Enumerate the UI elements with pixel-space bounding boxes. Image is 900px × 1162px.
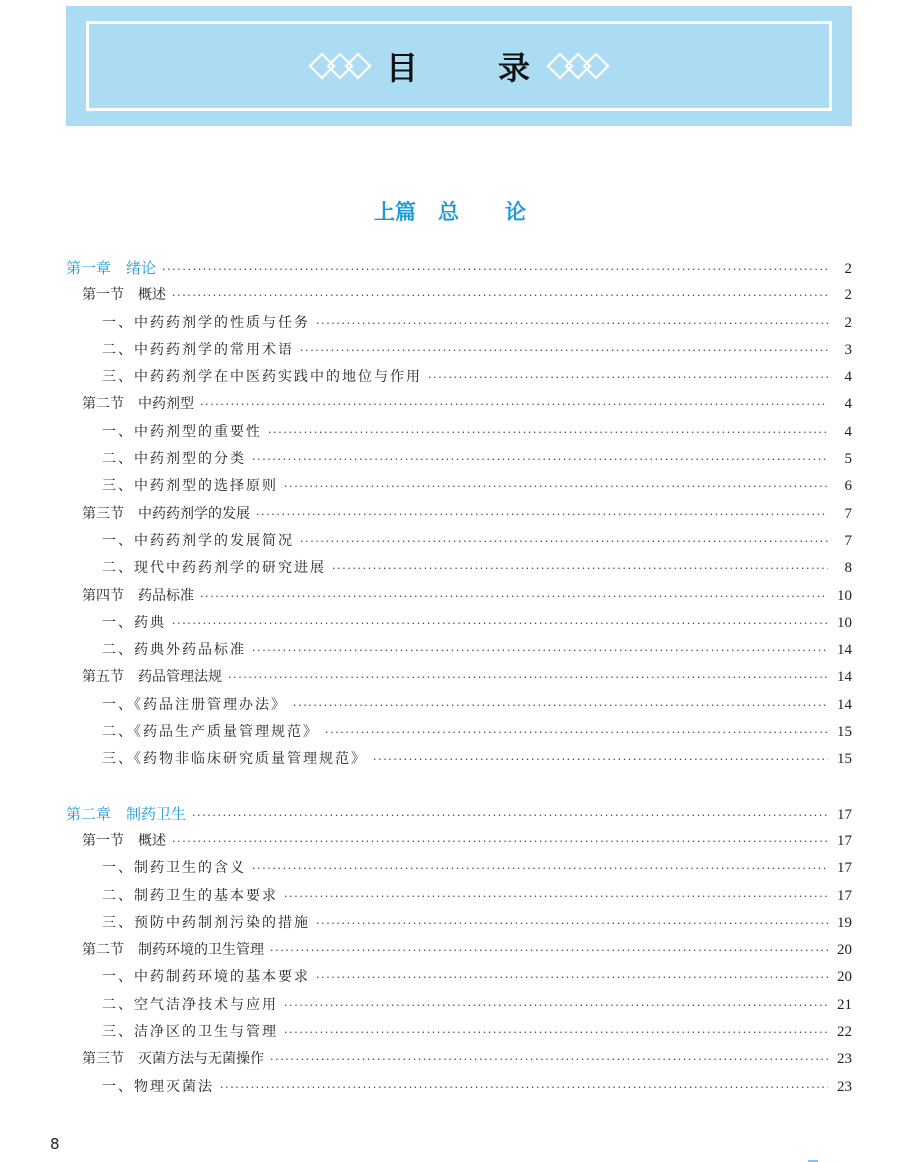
page-ref: 14: [837, 696, 852, 713]
page-ref: 17: [837, 860, 852, 877]
section-label: 第三节 灭菌方法与无菌操作: [82, 1051, 264, 1068]
page-ref: 2: [844, 261, 852, 277]
toc-item[interactable]: [66, 748, 852, 775]
dot-leader: [252, 644, 828, 657]
toc-chapter-2[interactable]: [66, 803, 852, 830]
page-ref: 8: [844, 560, 852, 577]
dot-leader: [300, 535, 828, 548]
dot-leader: [252, 862, 828, 875]
chapter-label: 第二章 制药卫生: [66, 804, 187, 823]
dot-leader: [172, 617, 828, 630]
page-ref: 2: [844, 314, 852, 331]
section-label: 第二节 制药环境的卫生管理: [82, 942, 264, 959]
toc-item[interactable]: [66, 530, 852, 557]
section-label: 第一节 概述: [82, 287, 166, 304]
dot-leader: [220, 1081, 828, 1094]
page-ref: 15: [837, 724, 852, 741]
page-ref: 19: [837, 914, 852, 931]
page-ref: 15: [837, 751, 852, 768]
page-ref: 10: [837, 587, 852, 604]
toc-item[interactable]: [66, 912, 852, 939]
item-label: 三、中药药剂学在中医药实践中的地位与作用: [102, 369, 422, 386]
title-char-1: 目: [385, 49, 420, 87]
page-ref: 4: [844, 396, 852, 413]
item-label: 一、中药剂型的重要性: [102, 423, 262, 440]
item-label: 三、《药物非临床研究质量管理规范》: [102, 751, 367, 768]
section-label: 第四节 药品标准: [82, 587, 194, 604]
part-word-2: 论: [505, 200, 526, 224]
dot-leader: [284, 1026, 828, 1039]
toc-item[interactable]: [66, 557, 852, 584]
chapter-gap: [66, 776, 852, 803]
page-ref: 4: [844, 423, 852, 440]
section-label: 第五节 药品管理法规: [82, 669, 222, 686]
toc-section[interactable]: [66, 393, 852, 420]
section-label: 第三节 中药药剂学的发展: [82, 505, 250, 522]
toc-item[interactable]: [66, 312, 852, 339]
dot-leader: [428, 371, 828, 384]
item-label: 二、制药卫生的基本要求: [102, 887, 278, 904]
toc-section[interactable]: [66, 666, 852, 693]
toc-item[interactable]: [66, 448, 852, 475]
page-ref: 23: [837, 1051, 852, 1068]
toc-item[interactable]: [66, 421, 852, 448]
toc-item[interactable]: [66, 339, 852, 366]
dot-leader: [293, 699, 828, 712]
toc-banner: [66, 6, 852, 126]
item-label: 一、中药药剂学的发展简况: [102, 532, 294, 549]
dot-leader: [284, 999, 828, 1012]
item-label: 一、物理灭菌法: [102, 1078, 214, 1095]
dot-leader: [172, 289, 828, 302]
toc-section[interactable]: [66, 1048, 852, 1075]
dot-leader: [270, 1053, 828, 1066]
page-ref: 17: [837, 832, 852, 849]
dot-leader: [192, 809, 828, 822]
item-label: 三、预防中药制剂污染的措施: [102, 914, 310, 931]
item-label: 三、中药剂型的选择原则: [102, 478, 278, 495]
dot-leader: [228, 671, 828, 684]
toc-section[interactable]: [66, 284, 852, 311]
page-ref: 20: [837, 969, 852, 986]
page-ref: 14: [837, 642, 852, 659]
page-ref: 17: [837, 887, 852, 904]
banner-frame: [86, 21, 832, 111]
dot-leader: [268, 426, 828, 439]
toc-item[interactable]: [66, 885, 852, 912]
page-ref: 7: [844, 532, 852, 549]
page-ref: 22: [837, 1024, 852, 1041]
page-ref: 20: [837, 942, 852, 959]
dot-leader: [270, 944, 828, 957]
toc-item[interactable]: [66, 994, 852, 1021]
page-ref: 21: [837, 996, 852, 1013]
page-number: 8: [50, 1135, 60, 1153]
toc-item[interactable]: [66, 694, 852, 721]
item-label: 三、洁净区的卫生与管理: [102, 1024, 278, 1041]
page-ref: 4: [844, 369, 852, 386]
page-ref: 6: [844, 478, 852, 495]
item-label: 二、中药药剂学的常用术语: [102, 341, 294, 358]
item-label: 一、制药卫生的含义: [102, 860, 246, 877]
item-label: 二、现代中药药剂学的研究进展: [102, 560, 326, 577]
dot-leader: [284, 480, 828, 493]
toc-item[interactable]: [66, 966, 852, 993]
toc-item[interactable]: [66, 366, 852, 393]
page-ref: 17: [837, 806, 852, 823]
toc-item[interactable]: [66, 612, 852, 639]
dot-leader: [172, 835, 828, 848]
section-label: 第二节 中药剂型: [82, 396, 194, 413]
dot-leader: [256, 508, 828, 521]
item-label: 二、《药品生产质量管理规范》: [102, 724, 319, 741]
part-heading: [0, 196, 900, 226]
page-ref: 3: [844, 341, 852, 358]
dot-leader: [373, 753, 828, 766]
item-label: 二、药典外药品标准: [102, 642, 246, 659]
chapter-label: 第一章 绪论: [66, 259, 157, 277]
dot-leader: [252, 453, 828, 466]
toc-item[interactable]: [66, 857, 852, 884]
toc-chapter-1[interactable]: [66, 257, 852, 284]
toc-item[interactable]: [66, 639, 852, 666]
part-prefix: 上篇: [374, 200, 416, 224]
page-ref: 10: [837, 614, 852, 631]
dot-leader: [316, 971, 828, 984]
toc-item[interactable]: [66, 475, 852, 502]
dot-leader: [316, 317, 828, 330]
toc-section[interactable]: [66, 939, 852, 966]
page-ref: 5: [844, 451, 852, 468]
dot-leader: [300, 344, 828, 357]
part-word-1: 总: [438, 200, 459, 224]
toc-item[interactable]: [66, 1076, 852, 1103]
item-label: 一、中药药剂学的性质与任务: [102, 314, 310, 331]
page-ref: 23: [837, 1078, 852, 1095]
page-title: [386, 43, 532, 89]
page-ref: 7: [844, 505, 852, 522]
page-ref: 14: [837, 669, 852, 686]
dot-leader: [332, 562, 828, 575]
toc-item[interactable]: [66, 1021, 852, 1048]
item-label: 二、空气洁净技术与应用: [102, 996, 278, 1013]
item-label: 一、药典: [102, 614, 166, 631]
item-label: 二、中药剂型的分类: [102, 451, 246, 468]
section-label: 第一节 概述: [82, 832, 166, 849]
toc-section[interactable]: [66, 503, 852, 530]
title-char-2: 录: [498, 49, 533, 87]
toc-item[interactable]: [66, 721, 852, 748]
dot-leader: [200, 398, 828, 411]
page-ref: 2: [844, 287, 852, 304]
dot-leader: [325, 726, 828, 739]
item-label: 一、《药品注册管理办法》: [102, 696, 287, 713]
dot-leader: [284, 890, 828, 903]
toc-section[interactable]: [66, 830, 852, 857]
toc-section[interactable]: [66, 585, 852, 612]
diamond-ornament-icon: [546, 52, 610, 80]
dot-leader: [162, 263, 828, 276]
dot-leader: [200, 590, 828, 603]
table-of-contents: [66, 257, 852, 1103]
item-label: 一、中药制药环境的基本要求: [102, 969, 310, 986]
diamond-ornament-icon: [308, 52, 372, 80]
dot-leader: [316, 917, 828, 930]
